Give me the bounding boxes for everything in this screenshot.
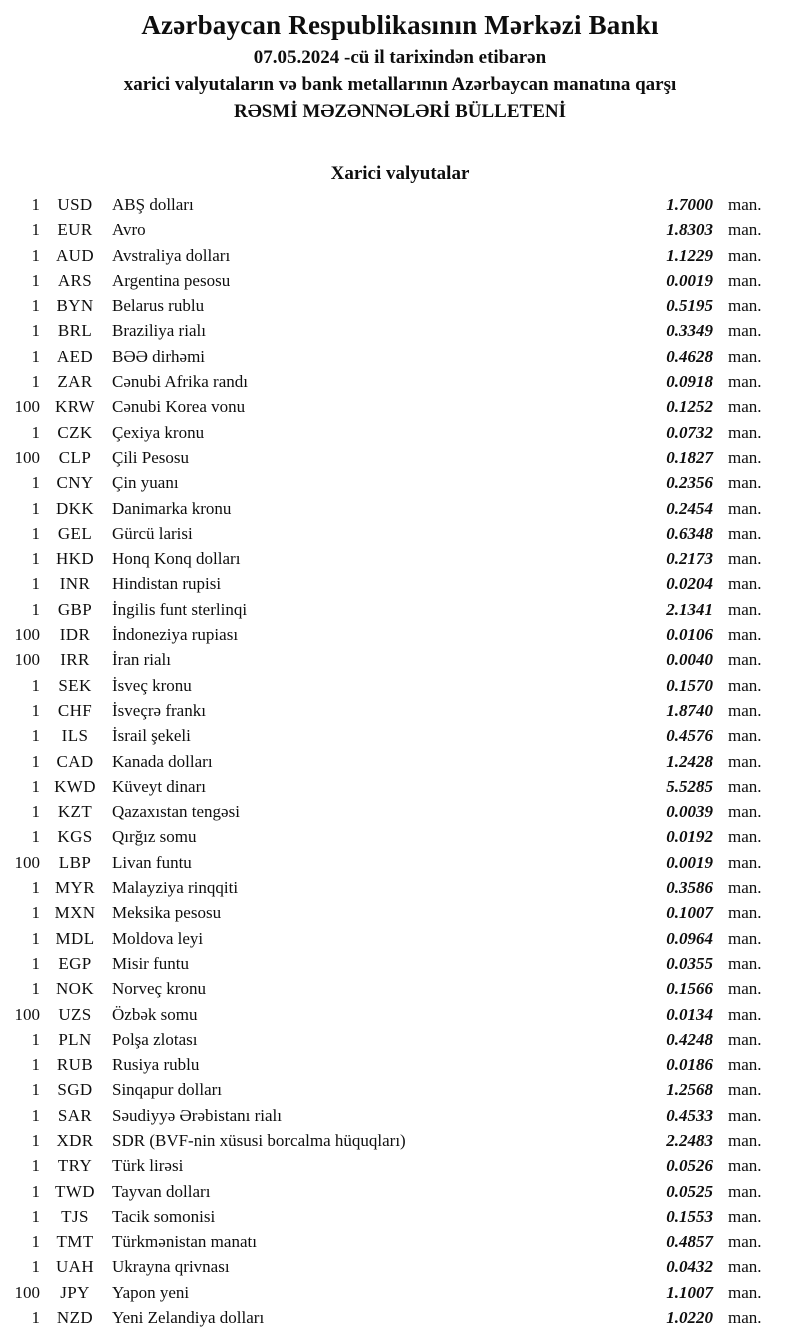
unit-label: man. [728, 447, 762, 467]
currency-code: KZT [57, 802, 93, 822]
rate-row [0, 521, 800, 546]
exchange-rate: 0.0525 [666, 1181, 713, 1201]
unit-label: man. [728, 245, 762, 265]
rate-row [0, 799, 800, 824]
currency-name: İngilis funt sterlinqi [112, 599, 248, 619]
currency-name: Kanada dolları [112, 751, 213, 771]
currency-code: USD [57, 195, 93, 214]
currency-quantity: 1 [31, 1029, 40, 1049]
rate-row [0, 496, 800, 521]
exchange-rate: 0.4533 [666, 1105, 713, 1125]
exchange-rate: 0.0355 [666, 953, 713, 973]
rate-row [0, 1153, 800, 1178]
exchange-rate: 2.1341 [666, 599, 713, 619]
document-header [0, 0, 800, 125]
unit-label: man. [728, 625, 762, 645]
unit-label: man. [728, 498, 762, 518]
unit-label: man. [728, 1130, 762, 1150]
rate-row [0, 1204, 800, 1229]
currency-name: Avstraliya dolları [112, 245, 231, 265]
unit-label: man. [728, 270, 762, 290]
currency-code: NZD [56, 1308, 94, 1328]
exchange-rate: 0.4576 [666, 726, 713, 746]
currency-quantity: 1 [31, 270, 40, 290]
currency-code: KRW [55, 397, 95, 417]
unit-label: man. [728, 1308, 762, 1328]
currency-name: Qazaxıstan tengəsi [112, 802, 240, 822]
currency-quantity: 1 [31, 346, 40, 366]
currency-name: Livan funtu [112, 852, 192, 872]
currency-name: Çili Pesosu [112, 447, 189, 467]
unit-label: man. [728, 700, 762, 720]
currency-code: SGD [57, 1080, 93, 1100]
exchange-rate: 0.0432 [666, 1257, 713, 1277]
rate-row [0, 268, 800, 293]
currency-name: Avro [112, 220, 146, 240]
rate-row [0, 1002, 800, 1027]
currency-name: Sinqapur dolları [112, 1080, 223, 1100]
currency-quantity: 1 [31, 195, 40, 214]
exchange-rate: 0.0019 [666, 270, 713, 290]
currency-quantity: 1 [31, 1156, 40, 1176]
rate-row [0, 850, 800, 875]
currency-code: AUD [55, 245, 95, 265]
currency-quantity: 1 [31, 1308, 40, 1328]
unit-label: man. [728, 574, 762, 594]
currency-code: DKK [55, 498, 95, 518]
unit-label: man. [728, 397, 762, 417]
currency-code: SEK [58, 675, 92, 695]
rate-row [0, 445, 800, 470]
currency-name: Cənubi Korea vonu [112, 397, 246, 417]
rate-row [0, 1077, 800, 1102]
exchange-rate: 0.0040 [666, 650, 713, 670]
currency-code: MXN [54, 903, 96, 923]
exchange-rate: 1.2568 [666, 1080, 713, 1100]
currency-quantity: 1 [31, 1130, 40, 1150]
rate-row [0, 926, 800, 951]
rate-row [0, 1103, 800, 1128]
currency-quantity: 1 [31, 751, 40, 771]
currency-code: AED [56, 346, 94, 366]
currency-code: TWD [55, 1181, 95, 1201]
exchange-rate: 1.8740 [666, 700, 713, 720]
currency-code: BYN [56, 296, 94, 316]
unit-label: man. [728, 1232, 762, 1252]
unit-label: man. [728, 296, 762, 316]
currency-code: EGP [58, 953, 92, 973]
currency-quantity: 1 [31, 321, 40, 341]
currency-code: ILS [61, 726, 89, 746]
exchange-rate: 0.0186 [666, 1055, 713, 1075]
currency-code: TJS [61, 1206, 89, 1226]
currency-quantity: 1 [31, 245, 40, 265]
unit-label: man. [728, 726, 762, 746]
unit-label: man. [728, 802, 762, 822]
exchange-rate: 0.0192 [666, 827, 713, 847]
exchange-rate: 0.2356 [666, 473, 713, 493]
rate-row [0, 1280, 800, 1305]
currency-name: Polşa zlotası [112, 1029, 198, 1049]
unit-label: man. [728, 675, 762, 695]
currency-code: CLP [58, 447, 92, 467]
currency-quantity: 100 [14, 625, 40, 645]
currency-name: Braziliya rialı [112, 321, 206, 341]
currency-name: Ukrayna qrivnası [112, 1257, 230, 1277]
rate-row [0, 293, 800, 318]
unit-label: man. [728, 979, 762, 999]
currency-code: GBP [57, 599, 93, 619]
currency-name: İran rialı [112, 650, 171, 670]
unit-label: man. [728, 1206, 762, 1226]
rates-table [0, 192, 800, 1330]
currency-name: Rusiya rublu [112, 1055, 200, 1075]
currency-quantity: 1 [31, 675, 40, 695]
currency-name: İndoneziya rupiası [112, 625, 239, 645]
exchange-rate: 0.1252 [666, 397, 713, 417]
rate-row [0, 394, 800, 419]
exchange-rate: 0.4628 [666, 346, 713, 366]
rate-row [0, 597, 800, 622]
currency-name: Qırğız somu [112, 827, 197, 847]
rate-row [0, 243, 800, 268]
currency-name: Argentina pesosu [112, 270, 231, 290]
rate-row [0, 622, 800, 647]
unit-label: man. [728, 751, 762, 771]
rate-row [0, 217, 800, 242]
currency-quantity: 1 [31, 574, 40, 594]
exchange-rate: 0.1007 [666, 903, 713, 923]
exchange-rate: 0.0019 [666, 852, 713, 872]
rate-row [0, 1052, 800, 1077]
exchange-rate: 0.0732 [666, 422, 713, 442]
rate-row [0, 875, 800, 900]
exchange-rate: 0.1570 [666, 675, 713, 695]
currency-name: İsrail şekeli [112, 726, 191, 746]
currency-name: Səudiyyə Ərəbistanı rialı [112, 1105, 282, 1125]
currency-name: Yeni Zelandiya dolları [112, 1308, 265, 1328]
unit-label: man. [728, 523, 762, 543]
currency-code: KGS [57, 827, 93, 847]
rate-row [0, 571, 800, 596]
rate-row [0, 1254, 800, 1279]
currency-quantity: 100 [14, 1282, 40, 1302]
rate-row [0, 673, 800, 698]
exchange-rate: 5.5285 [666, 776, 713, 796]
currency-code: TRY [57, 1156, 93, 1176]
currency-name: İsveç kronu [112, 675, 192, 695]
exchange-rate: 1.8303 [666, 220, 713, 240]
currency-quantity: 1 [31, 903, 40, 923]
unit-label: man. [728, 1282, 762, 1302]
unit-label: man. [728, 1156, 762, 1176]
unit-label: man. [728, 827, 762, 847]
currency-code: UAH [55, 1257, 95, 1277]
currency-code: NOK [55, 979, 95, 999]
currency-quantity: 1 [31, 523, 40, 543]
currency-name: Meksika pesosu [112, 903, 222, 923]
rate-row [0, 900, 800, 925]
exchange-rate: 0.0918 [666, 372, 713, 392]
unit-label: man. [728, 1257, 762, 1277]
currency-quantity: 1 [31, 979, 40, 999]
currency-name: Moldova leyi [112, 928, 204, 948]
currency-name: Honq Konq dolları [112, 549, 241, 569]
unit-label: man. [728, 1080, 762, 1100]
currency-name: Yapon yeni [112, 1282, 190, 1302]
currency-code: CHF [57, 700, 93, 720]
unit-label: man. [728, 953, 762, 973]
currency-name: ABŞ dolları [112, 195, 194, 214]
section-title: Xarici valyutalar [330, 163, 470, 184]
currency-quantity: 1 [31, 928, 40, 948]
rate-row [0, 318, 800, 343]
exchange-rate: 1.1007 [666, 1282, 713, 1302]
currency-quantity: 100 [14, 397, 40, 417]
exchange-rate: 0.0526 [666, 1156, 713, 1176]
effective-date-line: 07.05.2024 -cü il tarixindən etibarən [253, 47, 547, 68]
exchange-rate: 2.2483 [666, 1130, 713, 1150]
currency-code: PLN [58, 1029, 92, 1049]
currency-code: TMT [56, 1232, 94, 1252]
currency-quantity: 1 [31, 1080, 40, 1100]
currency-name: Misir funtu [112, 953, 189, 973]
currency-quantity: 1 [31, 473, 40, 493]
unit-label: man. [728, 1029, 762, 1049]
currency-name: Danimarka kronu [112, 498, 232, 518]
unit-label: man. [728, 599, 762, 619]
exchange-rate: 0.6348 [666, 523, 713, 543]
rate-row [0, 824, 800, 849]
unit-label: man. [728, 1105, 762, 1125]
unit-label: man. [728, 852, 762, 872]
currency-name: Norveç kronu [112, 979, 206, 999]
currency-quantity: 1 [31, 1055, 40, 1075]
unit-label: man. [728, 776, 762, 796]
currency-quantity: 1 [31, 878, 40, 898]
rate-row [0, 749, 800, 774]
exchange-rate: 0.0964 [666, 928, 713, 948]
rate-row [0, 976, 800, 1001]
unit-label: man. [728, 473, 762, 493]
rate-row [0, 546, 800, 571]
currency-name: Küveyt dinarı [112, 776, 206, 796]
currency-name: Türk lirəsi [112, 1156, 184, 1176]
rate-row [0, 369, 800, 394]
currency-name: Çin yuanı [112, 473, 179, 493]
currency-quantity: 100 [14, 852, 40, 872]
rate-row [0, 1305, 800, 1330]
currency-code: CAD [56, 751, 94, 771]
currency-quantity: 100 [14, 447, 40, 467]
exchange-rate: 0.3586 [666, 878, 713, 898]
unit-label: man. [728, 878, 762, 898]
currency-code: ARS [57, 270, 93, 290]
exchange-rate: 0.0204 [666, 574, 713, 594]
currency-name: SDR (BVF-nin xüsusi borcalma hüquqları) [112, 1130, 406, 1150]
currency-code: KWD [54, 776, 96, 796]
exchange-rate: 1.0220 [666, 1308, 713, 1328]
currency-name: Gürcü larisi [112, 523, 193, 543]
currency-code: MDL [55, 928, 95, 948]
exchange-rate: 1.7000 [666, 195, 713, 214]
currency-quantity: 1 [31, 776, 40, 796]
currency-code: INR [59, 574, 91, 594]
unit-label: man. [728, 903, 762, 923]
currency-quantity: 1 [31, 296, 40, 316]
currency-name: BƏƏ dirhəmi [112, 346, 206, 366]
unit-label: man. [728, 321, 762, 341]
rate-row [0, 1027, 800, 1052]
currency-quantity: 1 [31, 220, 40, 240]
unit-label: man. [728, 346, 762, 366]
rate-row [0, 470, 800, 495]
unit-label: man. [728, 1055, 762, 1075]
currency-code: JPY [60, 1282, 90, 1302]
currency-code: BRL [57, 321, 93, 341]
currency-code: MYR [55, 878, 95, 898]
unit-label: man. [728, 422, 762, 442]
unit-label: man. [728, 549, 762, 569]
currency-code: UZS [58, 1004, 92, 1024]
subject-line: xarici valyutaların və bank metallarının Azərbaycan manatına qarşı [123, 74, 677, 95]
exchange-rate: 0.1827 [666, 447, 713, 467]
currency-quantity: 1 [31, 802, 40, 822]
currency-quantity: 1 [31, 700, 40, 720]
unit-label: man. [728, 650, 762, 670]
currency-quantity: 1 [31, 1206, 40, 1226]
rate-row [0, 192, 800, 217]
exchange-rate: 0.1566 [666, 979, 713, 999]
currency-name: Çexiya kronu [112, 422, 205, 442]
currency-quantity: 1 [31, 549, 40, 569]
currency-name: Malayziya rinqqiti [112, 878, 239, 898]
currency-name: Hindistan rupisi [112, 574, 222, 594]
currency-name: Cənubi Afrika randı [112, 372, 248, 392]
unit-label: man. [728, 928, 762, 948]
currency-quantity: 1 [31, 1232, 40, 1252]
currency-code: RUB [56, 1055, 94, 1075]
currency-code: IDR [59, 625, 91, 645]
currency-quantity: 1 [31, 726, 40, 746]
currency-quantity: 1 [31, 827, 40, 847]
currency-name: Özbək somu [112, 1004, 198, 1024]
currency-code: HKD [55, 549, 95, 569]
bank-name: Azərbaycan Respublikasının Mərkəzi Bankı [141, 10, 659, 40]
rate-row [0, 1179, 800, 1204]
currency-code: EUR [57, 220, 93, 240]
bulletin-title-line: RƏSMİ MƏZƏNNƏLƏRİ BÜLLETENİ [233, 101, 566, 122]
rate-row [0, 1229, 800, 1254]
currency-quantity: 100 [14, 650, 40, 670]
exchange-rate: 0.3349 [666, 321, 713, 341]
currency-name: İsveçrə frankı [112, 700, 206, 720]
rate-row [0, 723, 800, 748]
unit-label: man. [728, 220, 762, 240]
exchange-rate: 0.1553 [666, 1206, 713, 1226]
exchange-rate: 1.2428 [666, 751, 713, 771]
exchange-rate: 0.2454 [666, 498, 713, 518]
currency-code: CZK [57, 422, 93, 442]
unit-label: man. [728, 195, 762, 214]
currency-code: LBP [58, 852, 92, 872]
currency-name: Belarus rublu [112, 296, 205, 316]
rate-row [0, 420, 800, 445]
currency-name: Türkmənistan manatı [112, 1232, 257, 1252]
currency-code: GEL [57, 523, 93, 543]
rate-row [0, 344, 800, 369]
currency-code: IRR [60, 650, 90, 670]
currency-quantity: 1 [31, 599, 40, 619]
currency-code: CNY [56, 473, 94, 493]
currency-quantity: 1 [31, 422, 40, 442]
currency-name: Tayvan dolları [112, 1181, 211, 1201]
exchange-rate: 0.5195 [666, 296, 713, 316]
currency-code: ZAR [57, 372, 93, 392]
unit-label: man. [728, 372, 762, 392]
rate-row [0, 698, 800, 723]
exchange-rate: 0.0106 [666, 625, 713, 645]
currency-quantity: 1 [31, 1105, 40, 1125]
currency-quantity: 100 [14, 1004, 40, 1024]
currency-quantity: 1 [31, 1257, 40, 1277]
rate-row [0, 774, 800, 799]
currency-code: SAR [57, 1105, 93, 1125]
exchange-rate: 1.1229 [666, 245, 713, 265]
currency-code: XDR [56, 1130, 94, 1150]
rate-row [0, 951, 800, 976]
currency-quantity: 1 [31, 498, 40, 518]
currency-quantity: 1 [31, 953, 40, 973]
exchange-rate: 0.2173 [666, 549, 713, 569]
unit-label: man. [728, 1004, 762, 1024]
rate-row [0, 647, 800, 672]
unit-label: man. [728, 1181, 762, 1201]
exchange-rate: 0.4857 [666, 1232, 713, 1252]
currency-name: Tacik somonisi [112, 1206, 216, 1226]
exchange-rate: 0.4248 [666, 1029, 713, 1049]
exchange-rate: 0.0039 [666, 802, 713, 822]
currency-quantity: 1 [31, 1181, 40, 1201]
currency-quantity: 1 [31, 372, 40, 392]
exchange-rate: 0.0134 [666, 1004, 713, 1024]
rate-row [0, 1128, 800, 1153]
